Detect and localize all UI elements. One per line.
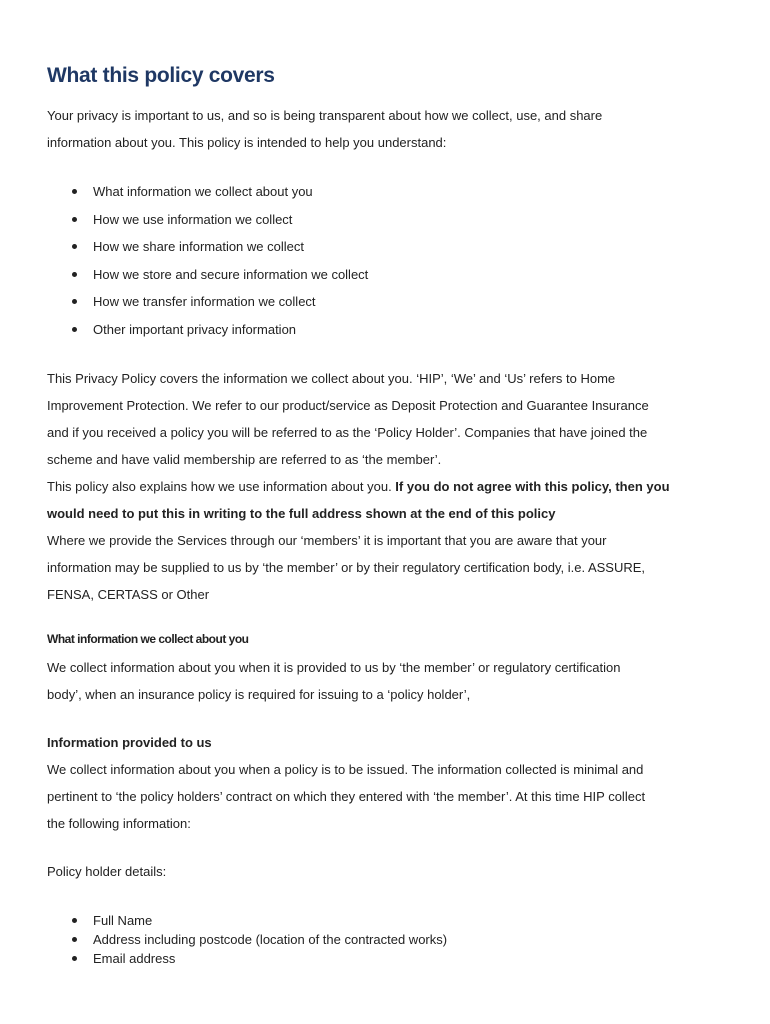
intro-line: information about you. This policy is intended to help you understand:: [47, 135, 447, 150]
bold-notice: would need to put this in writing to the full address shown at the end of this policy: [47, 506, 556, 521]
intro-paragraph: [47, 102, 737, 156]
bullet-icon: [72, 956, 77, 961]
paragraph-line: We collect information about you when it is provided to us by ‘the member’ or regulatory certification: [47, 660, 621, 675]
bullet-icon: [72, 244, 77, 249]
bullet-icon: [72, 299, 77, 304]
list-item: How we use information we collect: [47, 206, 368, 234]
list-item: Other important privacy information: [47, 316, 368, 344]
policy-holder-details-label: Policy holder details:: [47, 864, 167, 879]
privacy-policy-paragraph: [47, 365, 737, 608]
list-item: What information we collect about you: [47, 178, 368, 206]
paragraph-line: This policy also explains how we use information about you.: [47, 479, 396, 494]
covers-list: [47, 178, 368, 343]
list-item: How we store and secure information we collect: [47, 261, 368, 289]
bullet-icon: [72, 327, 77, 332]
bullet-icon: [72, 189, 77, 194]
paragraph-line: We collect information about you when a policy is to be issued. The information collected is minimal and: [47, 762, 644, 777]
page-title: What this policy covers: [47, 64, 275, 87]
paragraph-line: pertinent to ‘the policy holders’ contract on which they entered with ‘the member’. At this time HIP collect: [47, 789, 646, 804]
section-heading-collect: What information we collect about you: [47, 632, 249, 646]
list-item: Full Name: [47, 911, 447, 930]
holder-details-list: [47, 911, 447, 968]
bullet-icon: [72, 272, 77, 277]
section-heading-provided: Information provided to us: [47, 735, 212, 750]
collect-paragraph: [47, 654, 737, 708]
paragraph-line: Improvement Protection. We refer to our product/service as Deposit Protection and Guarantee Insurance: [47, 398, 649, 413]
bold-notice: If you do not agree with this policy, then you: [395, 479, 670, 494]
list-item: Address including postcode (location of the contracted works): [47, 930, 447, 949]
list-item: How we share information we collect: [47, 233, 368, 261]
paragraph-line: FENSA, CERTASS or Other: [47, 587, 210, 602]
provided-paragraph: [47, 756, 737, 837]
paragraph-line: body’, when an insurance policy is required for issuing to a ‘policy holder’,: [47, 687, 471, 702]
paragraph-line: information may be supplied to us by ‘the member’ or by their regulatory certification body, i.e. ASSURE,: [47, 560, 646, 575]
bullet-icon: [72, 217, 77, 222]
bullet-icon: [72, 918, 77, 923]
bullet-icon: [72, 937, 77, 942]
list-item: How we transfer information we collect: [47, 288, 368, 316]
list-item: Email address: [47, 949, 447, 968]
paragraph-line: scheme and have valid membership are referred to as ‘the member’.: [47, 452, 442, 467]
paragraph-line: This Privacy Policy covers the information we collect about you. ‘HIP’, ‘We’ and ‘Us’ refers to Home: [47, 371, 616, 386]
paragraph-line: Where we provide the Services through our ‘members’ it is important that you are aware that your: [47, 533, 607, 548]
paragraph-line: and if you received a policy you will be referred to as the ‘Policy Holder’. Companies that have joined the: [47, 425, 648, 440]
intro-line: Your privacy is important to us, and so is being transparent about how we collect, use, and share: [47, 108, 603, 123]
paragraph-line: the following information:: [47, 816, 191, 831]
